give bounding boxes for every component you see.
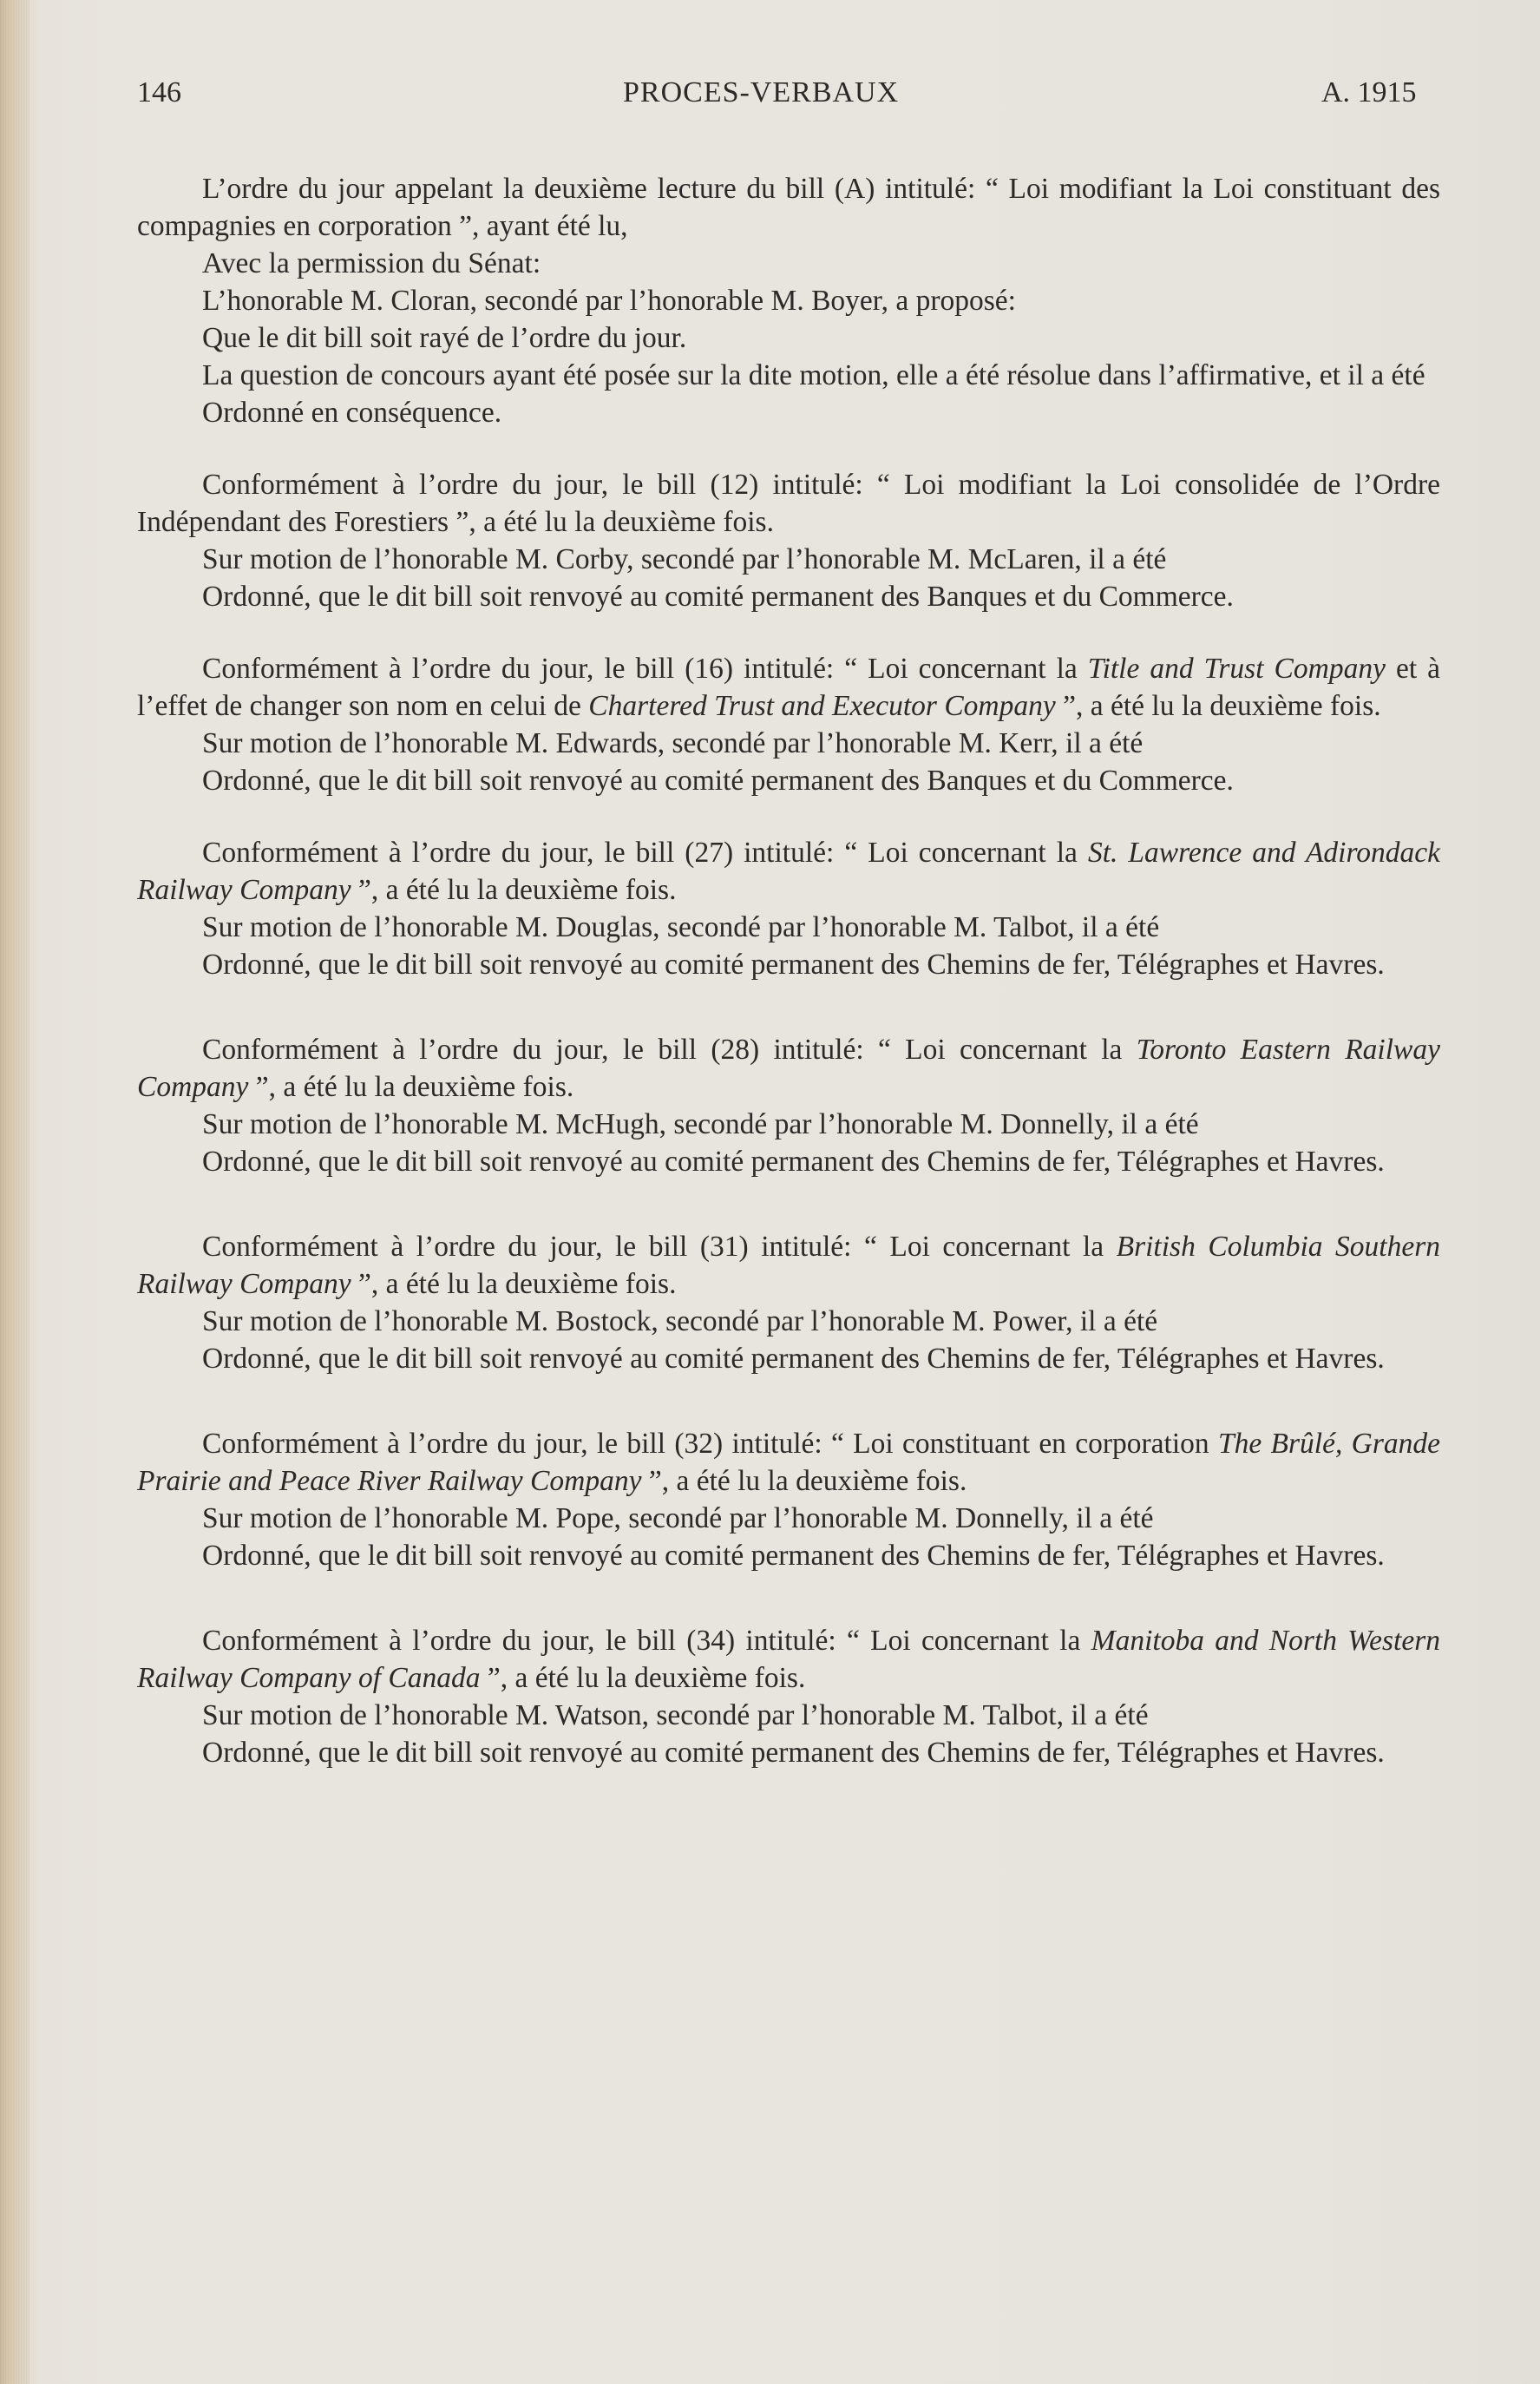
intro-text: ”, a été lu la deuxième fois. (248, 1071, 574, 1103)
company-name: St. Lawrence and Adirondack Railway Company (137, 837, 1440, 906)
paragraph: Avec la permission du Sénat: (202, 247, 541, 279)
entry-bill-28 (137, 1031, 1440, 1180)
company-name: Chartered Trust and Executor Company (588, 690, 1056, 722)
entry-motion: Sur motion de l’honorable M. Watson, secondé par l’honorable M. Talbot, il a été (202, 1699, 1149, 1731)
intro-text: Conformément à l’ordre du jour, le bill (27) intitulé: “ Loi concernant la (202, 837, 1088, 869)
intro-text: ”, a été lu la deuxième fois. (351, 874, 677, 906)
intro-text: ”, a été lu la deuxième fois. (351, 1268, 677, 1300)
entry-bill-34 (137, 1622, 1440, 1771)
intro-text: Conformément à l’ordre du jour, le bill (32) intitulé: “ Loi constituant en corporation (202, 1428, 1218, 1460)
minutes-body (137, 170, 1440, 1771)
paragraph: Que le dit bill soit rayé de l’ordre du jour. (202, 322, 687, 354)
company-name: Toronto Eastern Railway Company (137, 1034, 1440, 1103)
entry-order: Ordonné, que le dit bill soit renvoyé au comité permanent des Banques et du Commerce. (202, 765, 1234, 797)
page-header (137, 76, 1438, 115)
company-name: Title and Trust Company (1087, 653, 1386, 685)
entry-motion: Sur motion de l’honorable M. McHugh, secondé par l’honorable M. Donnelly, il a été (202, 1108, 1199, 1140)
intro-text: Conformément à l’ordre du jour, le bill (34) intitulé: “ Loi concernant la (202, 1625, 1091, 1657)
intro-text: ”, a été lu la deuxième fois. (1055, 690, 1381, 722)
entry-motion: Sur motion de l’honorable M. Douglas, secondé par l’honorable M. Talbot, il a été (202, 911, 1160, 943)
entry-bill-32 (137, 1425, 1440, 1574)
paragraph: La question de concours ayant été posée sur la dite motion, elle a été résolue dans l’affirmative, et il a été (202, 359, 1425, 391)
entry-motion: Sur motion de l’honorable M. Bostock, secondé par l’honorable M. Power, il a été (202, 1305, 1158, 1337)
entry-order: Ordonné, que le dit bill soit renvoyé au comité permanent des Chemins de fer, Télégraphes et Havres. (202, 1540, 1385, 1572)
session-year: A. 1915 (1321, 76, 1417, 108)
entry-bill-31 (137, 1228, 1440, 1377)
entry-order: Ordonné, que le dit bill soit renvoyé au comité permanent des Chemins de fer, Télégraphes et Havres. (202, 1146, 1385, 1178)
entry-bill-12 (137, 466, 1440, 615)
paragraph: L’ordre du jour appelant la deuxième lecture du bill (A) intitulé: “ Loi modifiant la Loi constituant des compagnies en corporation ”, ayant été lu, (137, 173, 1440, 242)
entry-intro (137, 1228, 1440, 1303)
entry-motion: Sur motion de l’honorable M. Edwards, secondé par l’honorable M. Kerr, il a été (202, 727, 1144, 759)
entry-intro (137, 834, 1440, 909)
intro-text: ”, a été lu la deuxième fois. (641, 1465, 967, 1497)
entry-intro (137, 650, 1440, 725)
entry-bill-a (137, 170, 1440, 431)
entry-intro (137, 1425, 1440, 1500)
intro-text: et à l’effet de changer son nom en celui de (137, 653, 1441, 722)
intro-text: Conformément à l’ordre du jour, le bill (12) intitulé: “ Loi modifiant la Loi consolidée de l’Ordre Indépendant des Forestiers ”, a été lu la deuxième fois. (137, 469, 1440, 538)
entry-intro (137, 1622, 1440, 1697)
running-title: PROCES-VERBAUX (623, 76, 900, 108)
entry-bill-16 (137, 650, 1440, 799)
paragraph: L’honorable M. Cloran, secondé par l’honorable M. Boyer, a proposé: (202, 285, 1016, 317)
entry-order: Ordonné, que le dit bill soit renvoyé au comité permanent des Banques et du Commerce. (202, 581, 1234, 613)
intro-text: Conformément à l’ordre du jour, le bill (31) intitulé: “ Loi concernant la (202, 1231, 1117, 1263)
intro-text: Conformément à l’ordre du jour, le bill (16) intitulé: “ Loi concernant la (202, 653, 1088, 685)
entry-order: Ordonné, que le dit bill soit renvoyé au comité permanent des Chemins de fer, Télégraphes et Havres. (202, 949, 1385, 981)
entry-motion: Sur motion de l’honorable M. Pope, secondé par l’honorable M. Donnelly, il a été (202, 1502, 1154, 1534)
intro-text: ”, a été lu la deuxième fois. (480, 1662, 806, 1694)
paragraph: Ordonné en conséquence. (202, 397, 502, 429)
entry-bill-27 (137, 834, 1440, 983)
entry-motion: Sur motion de l’honorable M. Corby, secondé par l’honorable M. McLaren, il a été (202, 543, 1167, 575)
entry-intro (137, 466, 1440, 541)
intro-text: Conformément à l’ordre du jour, le bill (28) intitulé: “ Loi concernant la (202, 1034, 1137, 1066)
company-name: The Brûlé, Grande Prairie and Peace River Railway Company (137, 1428, 1441, 1497)
entry-order: Ordonné, que le dit bill soit renvoyé au comité permanent des Chemins de fer, Télégraphes et Havres. (202, 1343, 1385, 1375)
company-name: Manitoba and North Western Railway Company of Canada (137, 1625, 1440, 1694)
company-name: British Columbia Southern Railway Company (137, 1231, 1440, 1300)
page-number: 146 (137, 76, 181, 108)
page-binding-edge (0, 0, 29, 2384)
entry-intro (137, 1031, 1440, 1106)
entry-order: Ordonné, que le dit bill soit renvoyé au comité permanent des Chemins de fer, Télégraphes et Havres. (202, 1737, 1385, 1769)
